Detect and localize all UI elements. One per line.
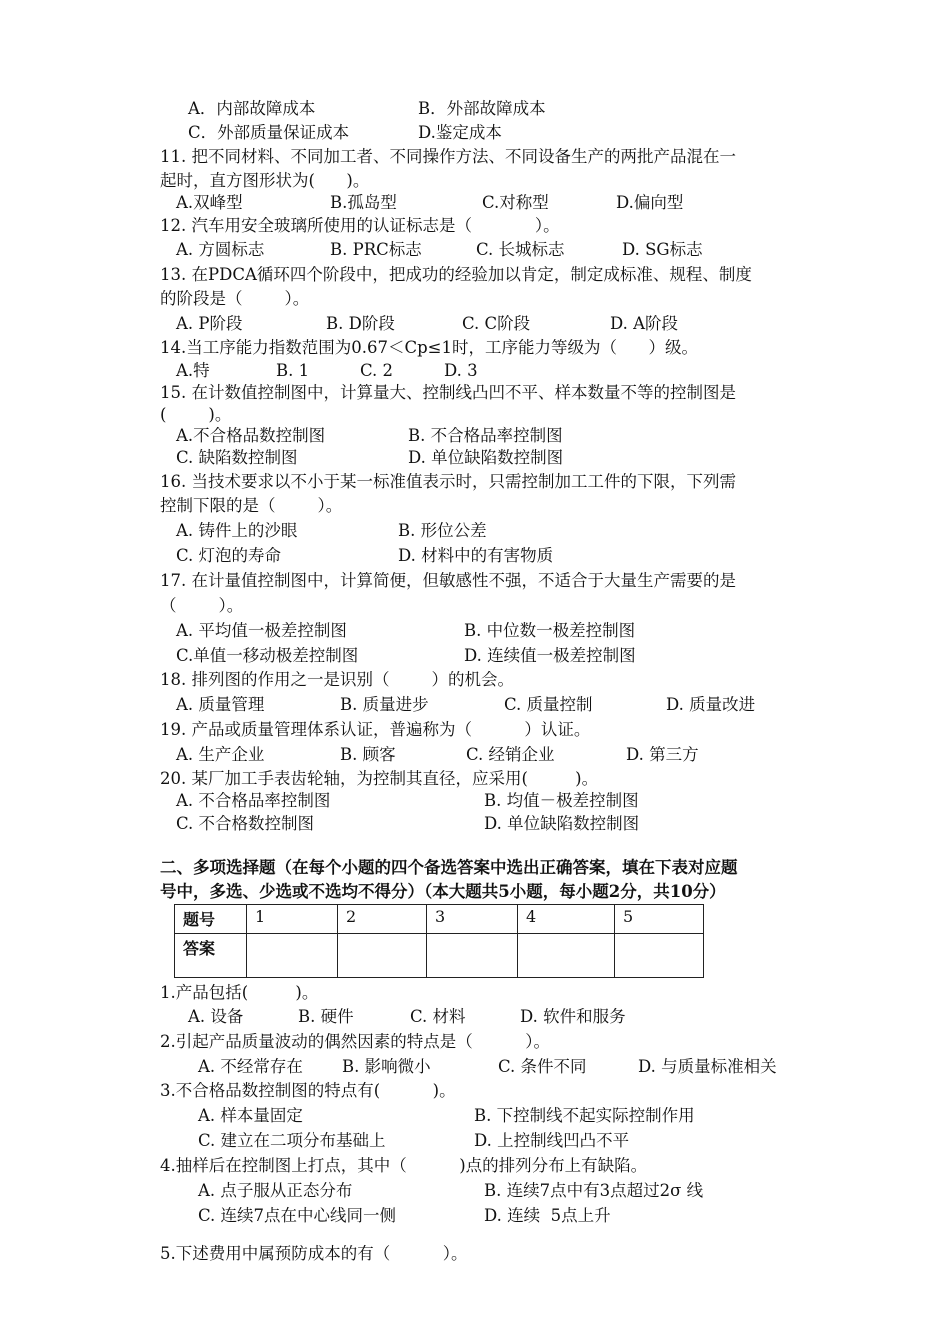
q12-option-a: A. 方圆标志 xyxy=(176,240,265,259)
q11-option-d: D.偏向型 xyxy=(616,193,684,212)
q17-stem-line2: （ ）。 xyxy=(160,596,244,615)
q19-stem: 19. 产品或质量管理体系认证，普遍称为（ ）认证。 xyxy=(160,720,591,739)
m1-option-c: C. 材料 xyxy=(410,1007,466,1026)
answer-table-number-3: 3 xyxy=(427,905,518,934)
answer-table-header-row xyxy=(175,905,704,934)
q11-option-b: B.孤岛型 xyxy=(330,193,397,212)
q18-option-c: C. 质量控制 xyxy=(504,695,593,714)
q17-option-a: A. 平均值一极差控制图 xyxy=(176,621,347,640)
q16-stem-line2: 控制下限的是（ ）。 xyxy=(160,496,343,515)
q16-option-d: D. 材料中的有害物质 xyxy=(398,546,554,565)
m4-option-d: D. 连续 5点上升 xyxy=(484,1206,611,1225)
m1-option-b: B. 硬件 xyxy=(298,1007,354,1026)
q13-option-a: A. P阶段 xyxy=(176,314,243,333)
q14-option-d: D. 3 xyxy=(444,361,478,380)
q10-option-d: D.鉴定成本 xyxy=(418,123,502,142)
section2-title-line1: 二、多项选择题（在每个小题的四个备选答案中选出正确答案，填在下表对应题 xyxy=(160,858,738,877)
m4-stem: 4.抽样后在控制图上打点，其中（ )点的排列分布上有缺陷。 xyxy=(160,1156,648,1175)
answer-cell-2[interactable] xyxy=(338,934,427,978)
m4-option-a: A. 点子服从正态分布 xyxy=(198,1181,353,1200)
section2-title-line2: 号中，多选、少选或不选均不得分）（本大题共5小题，每小题2分，共10分） xyxy=(160,882,726,901)
q15-option-d: D. 单位缺陷数控制图 xyxy=(408,448,564,467)
answer-cell-1[interactable] xyxy=(247,934,338,978)
q10-option-b: B．外部故障成本 xyxy=(418,99,546,118)
answer-table-header-label: 题号 xyxy=(175,905,247,934)
q16-stem-line1: 16. 当技术要求以不小于某一标准值表示时，只需控制加工工件的下限，下列需 xyxy=(160,472,736,491)
q16-option-c: C. 灯泡的寿命 xyxy=(176,546,282,565)
q18-stem: 18. 排列图的作用之一是识别（ ）的机会。 xyxy=(160,670,514,689)
q19-option-d: D. 第三方 xyxy=(626,745,699,764)
q12-option-b: B. PRC标志 xyxy=(330,240,422,259)
q20-option-c: C. 不合格数控制图 xyxy=(176,814,315,833)
answer-table-answer-label: 答案 xyxy=(175,934,247,978)
q13-option-c: C. C阶段 xyxy=(462,314,531,333)
m2-option-d: D. 与质量标准相关 xyxy=(638,1057,777,1076)
m1-option-d: D. 软件和服务 xyxy=(520,1007,626,1026)
q19-option-b: B. 顾客 xyxy=(340,745,396,764)
q20-option-b: B. 均值－极差控制图 xyxy=(484,791,639,810)
q10-option-c: C．外部质量保证成本 xyxy=(188,123,350,142)
q15-stem-line1: 15. 在计数值控制图中，计算量大、控制线凸凹不平、样本数量不等的控制图是 xyxy=(160,383,736,402)
m5-stem: 5.下述费用中属预防成本的有（ ）。 xyxy=(160,1244,468,1263)
q12-option-d: D. SG标志 xyxy=(622,240,703,259)
q20-stem: 20. 某厂加工手表齿轮轴，为控制其直径，应采用( )。 xyxy=(160,769,599,788)
q11-option-c: C.对称型 xyxy=(482,193,549,212)
q14-stem: 14.当工序能力指数范围为0.67＜Cp≤1时，工序能力等级为（ ）级。 xyxy=(160,338,698,357)
q10-option-a: A．内部故障成本 xyxy=(188,99,316,118)
answer-cell-4[interactable] xyxy=(518,934,615,978)
answer-table-number-4: 4 xyxy=(518,905,615,934)
m3-option-a: A. 样本量固定 xyxy=(198,1106,303,1125)
q20-option-d: D. 单位缺陷数控制图 xyxy=(484,814,640,833)
q17-option-c: C.单值一移动极差控制图 xyxy=(176,646,359,665)
q11-stem-line1: 11. 把不同材料、不同加工者、不同操作方法、不同设备生产的两批产品混在一 xyxy=(160,147,736,166)
m2-option-b: B. 影响微小 xyxy=(342,1057,431,1076)
m2-option-c: C. 条件不同 xyxy=(498,1057,587,1076)
q20-option-a: A. 不合格品率控制图 xyxy=(176,791,331,810)
answer-cell-3[interactable] xyxy=(427,934,518,978)
q19-option-a: A. 生产企业 xyxy=(176,745,265,764)
m3-option-d: D. 上控制线凹凸不平 xyxy=(474,1131,630,1150)
q12-stem: 12. 汽车用安全玻璃所使用的认证标志是（ ）。 xyxy=(160,216,560,235)
answer-table-number-2: 2 xyxy=(338,905,427,934)
q16-option-b: B. 形位公差 xyxy=(398,521,487,540)
q19-option-c: C. 经销企业 xyxy=(466,745,555,764)
q18-option-d: D. 质量改进 xyxy=(666,695,756,714)
q17-option-d: D. 连续值一极差控制图 xyxy=(464,646,636,665)
q11-stem-line2: 起时，直方图形状为( )。 xyxy=(160,171,370,190)
q15-option-b: B. 不合格品率控制图 xyxy=(408,426,563,445)
m3-option-c: C. 建立在二项分布基础上 xyxy=(198,1131,386,1150)
m2-stem: 2.引起产品质量波动的偶然因素的特点是（ ）。 xyxy=(160,1032,550,1051)
q15-stem-line2: ( )。 xyxy=(160,405,232,424)
q13-option-b: B. D阶段 xyxy=(326,314,395,333)
answer-table-number-1: 1 xyxy=(247,905,338,934)
q14-option-b: B. 1 xyxy=(276,361,310,380)
q17-stem-line1: 17. 在计量值控制图中，计算简便，但敏感性不强，不适合于大量生产需要的是 xyxy=(160,571,736,590)
q13-stem-line2: 的阶段是（ ）。 xyxy=(160,289,310,308)
q13-option-d: D. A阶段 xyxy=(610,314,679,333)
q15-option-a: A.不合格品数控制图 xyxy=(176,426,326,445)
answer-table-number-5: 5 xyxy=(615,905,704,934)
q11-option-a: A.双峰型 xyxy=(176,193,243,212)
answer-cell-5[interactable] xyxy=(615,934,704,978)
m2-option-a: A. 不经常存在 xyxy=(198,1057,303,1076)
m3-option-b: B. 下控制线不起实际控制作用 xyxy=(474,1106,695,1125)
q15-option-c: C. 缺陷数控制图 xyxy=(176,448,298,467)
q18-option-b: B. 质量进步 xyxy=(340,695,429,714)
q18-option-a: A. 质量管理 xyxy=(176,695,265,714)
q14-option-c: C. 2 xyxy=(360,361,394,380)
q12-option-c: C. 长城标志 xyxy=(476,240,565,259)
q13-stem-line1: 13. 在PDCA循环四个阶段中，把成功的经验加以肯定，制定成标准、规程、制度 xyxy=(160,265,752,284)
q17-option-b: B. 中位数一极差控制图 xyxy=(464,621,636,640)
m1-option-a: A. 设备 xyxy=(188,1007,244,1026)
answer-table xyxy=(174,904,704,978)
m4-option-b: B. 连续7点中有3点超过2σ 线 xyxy=(484,1181,704,1200)
m1-stem: 1.产品包括( )。 xyxy=(160,983,319,1002)
q14-option-a: A.特 xyxy=(176,361,210,380)
q16-option-a: A. 铸件上的沙眼 xyxy=(176,521,298,540)
m3-stem: 3.不合格品数控制图的特点有( )。 xyxy=(160,1081,456,1100)
m4-option-c: C. 连续7点在中心线同一侧 xyxy=(198,1206,397,1225)
answer-table-answer-row xyxy=(175,934,704,978)
